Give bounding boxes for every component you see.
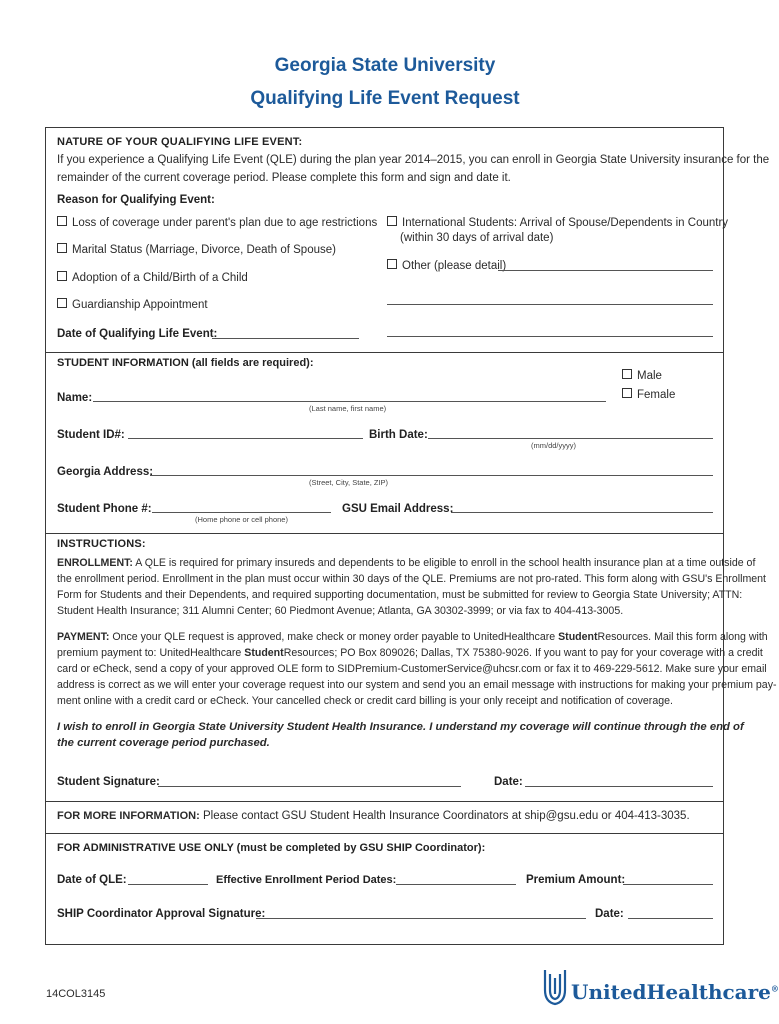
enrollment-text: Form for Students and their Dependents, and required supporting documentation, must be submitted for review to Georgia State University; ATTN: [57,589,743,601]
signature-label: Student Signature: [57,776,160,788]
option-other[interactable]: Other (please detail) [387,259,506,272]
option-adoption-birth[interactable]: Adoption of a Child/Birth of a Child [57,271,248,284]
enrollment-statement: I wish to enroll in Georgia State University Student Health Insurance. I understand my coverage will continue through the end of [57,721,744,733]
section-heading-student: STUDENT INFORMATION (all fields are required): [57,357,314,369]
payment-text: premium payment to: UnitedHealthcare StudentResources; PO Box 809026; Dallas, TX 75380-9026. If you want to pay for your coverage with a credit [57,647,763,659]
name-field[interactable] [93,401,606,402]
phone-hint: (Home phone or cell phone) [195,515,288,524]
approval-signature-field[interactable] [256,918,586,919]
form-code: 14COL3145 [46,988,106,1000]
payment-text: ment online with a credit card or eCheck. Your cancelled check or credit card billing is your only receipt and notification of coverage. [57,695,673,707]
other-detail-line[interactable] [498,270,713,271]
section-heading-admin: FOR ADMINISTRATIVE USE ONLY (must be completed by GSU SHIP Coordinator): [57,842,486,854]
intro-text: If you experience a Qualifying Life Event (QLE) during the plan year 2014–2015, you can enroll in Georgia State University insurance for the [57,154,770,166]
birth-date-field[interactable] [428,438,713,439]
option-international-students[interactable]: International Students: Arrival of Spouse/Dependents in Country [387,216,728,229]
other-detail-line-3[interactable] [387,336,713,337]
checkbox-icon [387,216,397,226]
section-heading-instructions: INSTRUCTIONS: [57,538,146,550]
checkbox-icon [622,388,632,398]
signature-field[interactable] [158,786,461,787]
enrollment-text: ENROLLMENT: A QLE is required for primary insureds and dependents to be eligible to enroll in the school health insurance plan at a time outside of [57,557,756,569]
divider [45,801,724,802]
option-marital-status[interactable]: Marital Status (Marriage, Divorce, Death of Spouse) [57,243,336,256]
option-loss-of-coverage[interactable]: Loss of coverage under parent's plan due to age restrictions [57,216,377,229]
divider [45,352,724,353]
checkbox-icon [57,298,67,308]
payment-text: address is correct as we will enter your coverage request into our system and send you an email message with instructions for making your premium pay- [57,679,777,691]
unitedhealthcare-logo-icon [541,966,569,1006]
admin-qle-date-label: Date of QLE: [57,874,127,886]
address-field[interactable] [150,475,713,476]
gender-male[interactable]: Male [622,369,662,382]
birth-date-label: Birth Date: [369,429,428,441]
qle-date-label: Date of Qualifying Life Event: [57,328,218,340]
qle-date-field[interactable] [212,338,359,339]
effective-dates-field[interactable] [396,884,516,885]
intro-text: remainder of the current coverage period. Please complete this form and sign and date it. [57,172,511,184]
birth-date-hint: (mm/dd/yyyy) [531,441,576,450]
checkbox-icon [57,243,67,253]
checkbox-icon [57,271,67,281]
other-detail-line-2[interactable] [387,304,713,305]
page-title: Georgia State University [274,55,496,76]
checkbox-icon [622,369,632,379]
gender-female[interactable]: Female [622,388,675,401]
more-info: FOR MORE INFORMATION: Please contact GSU Student Health Insurance Coordinators at ship@gsu.edu or 404-413-3035. [57,810,690,822]
enrollment-text: the enrollment period. Enrollment in the plan must occur within 30 days of the QLE. Premiums are not pro-rated. This form along with GSU's Enrollment [57,573,766,585]
premium-amount-label: Premium Amount: [526,874,626,886]
name-hint: (Last name, first name) [309,404,387,413]
page-subtitle: Qualifying Life Event Request [250,88,520,109]
approval-signature-label: SHIP Coordinator Approval Signature: [57,908,266,920]
phone-field[interactable] [152,512,331,513]
premium-amount-field[interactable] [623,884,713,885]
approval-date-field[interactable] [628,918,713,919]
payment-text: card or eCheck, send a copy of your approved OLE form to SIDPremium-CustomerService@uhcsr.com or fax it to 469-229-5612. Make sure your email [57,663,767,675]
reason-label: Reason for Qualifying Event: [57,194,215,206]
effective-dates-label: Effective Enrollment Period Dates: [216,874,397,886]
email-label: GSU Email Address: [342,503,454,515]
checkbox-icon [57,216,67,226]
admin-qle-date-field[interactable] [128,884,208,885]
student-id-field[interactable] [128,438,363,439]
signature-date-field[interactable] [525,786,713,787]
option-guardianship[interactable]: Guardianship Appointment [57,298,208,311]
name-label: Name: [57,392,93,404]
phone-label: Student Phone #: [57,503,152,515]
enrollment-statement: the current coverage period purchased. [57,737,270,749]
address-hint: (Street, City, State, ZIP) [309,478,389,487]
approval-date-label: Date: [595,908,624,920]
section-heading-nature: NATURE OF YOUR QUALIFYING LIFE EVENT: [57,136,303,148]
option-international-note: (within 30 days of arrival date) [400,232,554,244]
unitedhealthcare-logo: UnitedHealthcare® [571,980,779,1004]
enrollment-text: Student Health Insurance; 311 Alumni Center; 60 Piedmont Avenue; Atlanta, GA 30302-3999; or via fax to 404-413-3005. [57,605,624,617]
checkbox-icon [387,259,397,269]
email-field[interactable] [451,512,713,513]
divider [45,833,724,834]
address-label: Georgia Address: [57,466,154,478]
student-id-label: Student ID#: [57,429,125,441]
payment-text: PAYMENT: Once your QLE request is approved, make check or money order payable to UnitedHealthcare StudentResources. Mail this form along with [57,631,768,643]
divider [45,533,724,534]
signature-date-label: Date: [494,776,523,788]
